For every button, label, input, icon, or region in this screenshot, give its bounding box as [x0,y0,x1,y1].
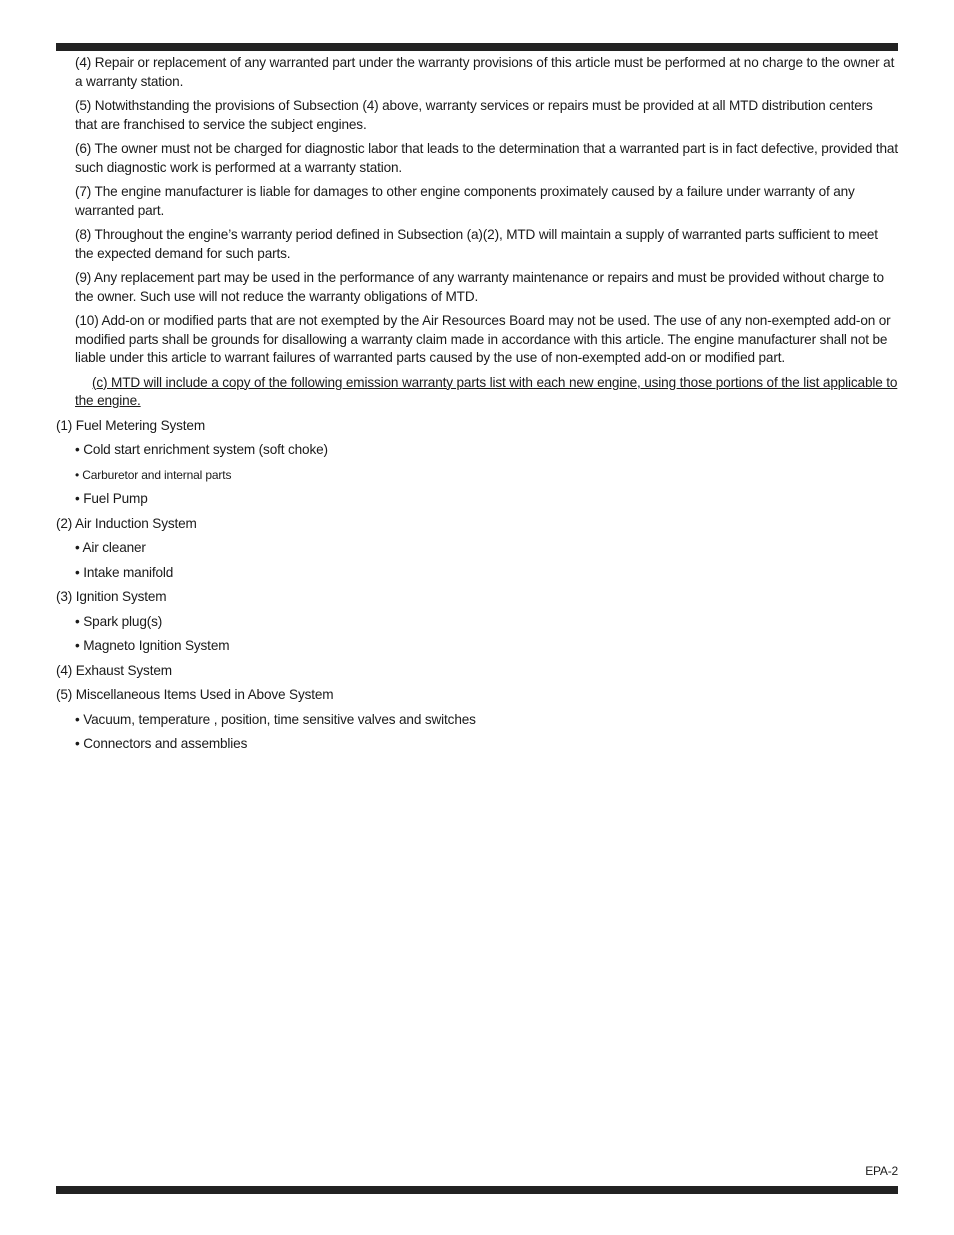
paragraph-4: (4) Repair or replacement of any warranted part under the warranty provisions of this article must be performed at no charge to the owner at a warranty station. [75,55,895,89]
system-exhaust: (4) Exhaust System [56,662,172,678]
system-ignition: (3) Ignition System [56,589,167,604]
list-item: • Air cleaner [75,540,146,555]
list-item: • Carburetor and internal parts [75,467,232,482]
paragraph-10: (10) Add-on or modified parts that are not exempted by the Air Resources Board may not be used. The use of any non-exempted add-on or modified parts shall be grounds for disallowing a warranty claim made in accordance with this article. The engine manufacturer shall not be liable under this article to warrant failures of warranted parts caused by the use of non-exempted add-on or modified part. [75,313,891,365]
paragraph-8: (8) Throughout the engine’s warranty period defined in Subsection (a)(2), MTD will maintain a supply of warranted parts sufficient to meet the expected demand for such parts. [75,227,878,261]
list-item: • Intake manifold [75,564,174,580]
paragraph-c-text: (c) MTD will include a copy of the following emission warranty parts list with each new engine, using those portions of the list applicable to the engine. [75,374,898,408]
paragraph-9: (9) Any replacement part may be used in the performance of any warranty maintenance or repairs and must be provided without charge to the owner. Such use will not reduce the warranty obligations of MTD. [75,270,884,304]
top-rule [56,43,898,51]
list-item: • Fuel Pump [75,491,148,506]
paragraph-7: (7) The engine manufacturer is liable for damages to other engine components proximately caused by a failure under warranty of any warranted part. [75,184,855,218]
list-item: • Spark plug(s) [75,613,163,629]
system-air-induction: (2) Air Induction System [56,515,197,531]
bottom-rule [56,1186,898,1194]
list-item: • Vacuum, temperature , position, time sensitive valves and switches [75,711,476,727]
paragraph-c [75,374,898,411]
paragraph-5: (5) Notwithstanding the provisions of Subsection (4) above, warranty services or repairs must be provided at all MTD distribution centers that are franchised to service the subject engines. [75,98,873,132]
list-item: • Cold start enrichment system (soft choke) [75,442,328,457]
list-item: • Magneto Ignition System [75,638,230,653]
paragraph-6: (6) The owner must not be charged for diagnostic labor that leads to the determination that a warranted part is in fact defective, provided that such diagnostic work is performed at a warranty station. [75,141,898,175]
system-miscellaneous: (5) Miscellaneous Items Used in Above System [56,687,334,702]
system-fuel-metering: (1) Fuel Metering System [56,417,205,433]
document-body [56,54,898,760]
page-number: EPA-2 [865,1164,898,1178]
list-item: • Connectors and assemblies [75,736,248,751]
